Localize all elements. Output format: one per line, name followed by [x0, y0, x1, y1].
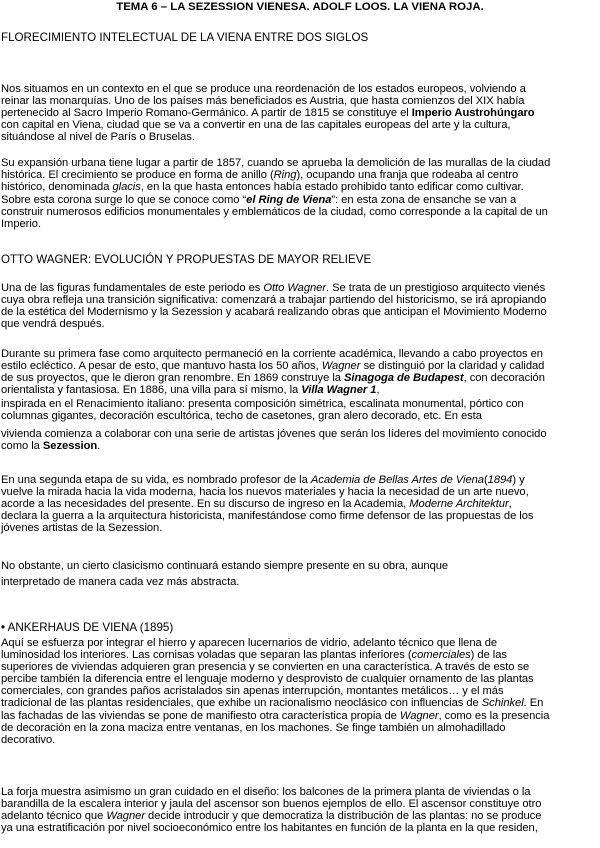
text-line: Durante su primera fase como arquitecto permaneció en la corriente académica, llevando a cabo proyectos en — [1, 348, 543, 360]
text-run: ”: en esta zona de ensanche se van a — [331, 194, 517, 206]
text-run: En una segunda etapa de su vida, es nombrado profesor de la — [1, 474, 311, 486]
text-line: columnas gigantes, decoración escultórica, techo de casetones, gran alero decorado, etc. En esta — [1, 410, 482, 422]
italic-term: Ring — [273, 169, 297, 181]
text-line: Imperio. — [1, 218, 42, 230]
italic-term: Wagner — [399, 710, 439, 722]
text-line: Aquí se esfuerza por integrar el hierro y aparecen lucernarios de vidrio, adelanto técnico que llena de — [1, 637, 498, 649]
text-run: , en la que hasta entonces había estado prohibido tanto edificar como cultivar. — [140, 181, 524, 193]
text-line — [1, 384, 379, 397]
text-line: situándose al nivel de París o Bruselas. — [1, 131, 195, 143]
text-run: ) de las — [470, 649, 507, 661]
text-line: que vendrá después. — [1, 318, 105, 330]
text-run: orientalista y fantasiosa. En 1886, una villa para sí mismo, la — [1, 384, 302, 396]
bold-term: Imperio Austrohúngaro — [411, 107, 535, 119]
text-run: Sobre esta corona surge lo que se conoce como “ — [1, 194, 247, 206]
text-line: vivienda comienza a colaborar con una serie de artistas jóvenes que serán los líderes del movimiento conocido — [1, 428, 547, 440]
italic-term: Wagner — [106, 810, 145, 822]
text-line — [1, 181, 524, 194]
text-run: de sus proyectos, que le dieron gran renombre. En 1869 construye la — [1, 372, 344, 384]
text-line — [1, 697, 543, 710]
text-line: Nos situamos en un contexto en el que se produce una reordenación de los estados europeos, volviendo a — [1, 83, 526, 95]
italic-term: Wagner — [321, 360, 361, 372]
text-run: tradicional de las plantas residenciales, que exhibe un racionalismo neoclásico con influencias de — [1, 697, 482, 709]
text-line: superiores de viviendas adquieren gran presencia y se convierten en una característica. A través de esto se — [1, 661, 530, 673]
text-line: de la estética del Modernismo y la Sezession y acabará realizando obras que anticipan el Movimiento Moderno — [1, 306, 547, 318]
text-run: adelanto técnico que — [1, 810, 107, 822]
italic-term: Academia de Bellas Artes de Viena — [310, 474, 484, 486]
text-run: como la — [1, 440, 43, 452]
text-line: construir numerosos edificios monumentales y emblemáticos de la ciudad, como corresponde a la capital de un — [1, 206, 548, 218]
italic-term: 1894 — [487, 474, 513, 486]
text-run: , como es la presencia — [438, 710, 550, 722]
text-line: Su expansión urbana tiene lugar a partir de 1857, cuando se aprueba la demolición de las murallas de la ciudad — [1, 157, 551, 169]
text-run: ), ocupando una franja que rodeaba al centro — [296, 169, 519, 181]
bold-italic-term: el Ring de Viena — [246, 194, 332, 206]
text-run: , — [508, 498, 512, 510]
bold-italic-term: Villa Wagner 1 — [301, 384, 377, 396]
italic-term: Moderne Architektur — [409, 498, 509, 510]
text-run: histórica. El crecimiento se produce en forma de anillo ( — [1, 169, 274, 181]
italic-term: glacis — [112, 181, 141, 193]
text-run: histórico, denominada — [1, 181, 113, 193]
text-line: ya una estratificación por nivel socioeconómico entre los habitantes en función de la planta en la que residen, — [1, 822, 538, 834]
text-line: reinar las monarquías. Uno de los países más beneficiados es Austria, que hasta comienzos del XIX había — [1, 95, 525, 107]
text-line: jóvenes artistas de la Sezession. — [1, 522, 163, 534]
text-run: . — [97, 440, 101, 452]
text-line: declara la guerra a la arquitectura historicista, manifestándose como firme defensor de las propuestas de los — [1, 510, 534, 522]
text-run: , con decoración — [463, 372, 545, 384]
text-run: se distinguió por la claridad y calidad — [360, 360, 545, 372]
text-line: de decoración en la zona maciza entre ventanas, en los machones. Se finge también un almohadillado — [1, 722, 506, 734]
text-line: comerciales, con grandes paños acristalados sin apenas interrupción, montantes metálicos… y el más — [1, 685, 504, 697]
text-run: luminosidad los interiores. Las cornisas voladas que separan las plantas inferiores ( — [1, 649, 412, 661]
text-line: No obstante, un cierto clasicismo continuará estando siempre presente en su obra, aunque — [1, 560, 449, 572]
text-line: barandilla de la escalera interior y jaula del ascensor son buenos ejemplos de ello. El ascensor constituye otro — [1, 798, 542, 810]
text-line: inspirada en el Renacimiento italiano: presenta composición simétrica, escalinata monumental, pórtico con — [1, 398, 524, 410]
text-line: cuya obra refleja una transición significativa: comenzará a trabajar partiendo del historicismo, se irá apropiando — [1, 294, 547, 306]
text-run: , — [376, 384, 380, 396]
text-run: pertenecido al Sacro Imperio Romano-Germánico. A partir de 1815 se constituye el — [1, 107, 412, 119]
section-heading-otto-wagner: OTTO WAGNER: EVOLUCIÓN Y PROPUESTAS DE MAYOR RELIEVE — [1, 253, 372, 266]
bold-italic-term: Sinagoga de Budapest — [344, 372, 464, 384]
text-line: percibe también la diferencia entre el lenguaje moderno y desprovisto de cualquier ornamento de las plantas — [1, 673, 534, 685]
text-run: estilo ecléctico. A pesar de esto, que mantuvo hasta los 50 años, — [1, 360, 322, 372]
text-run: decide introducir y que democratiza la distribución de las plantas: no se produce — [145, 810, 542, 822]
text-run: acorde a las necesidades del presente. En su discurso de ingreso en la Academia, — [1, 498, 410, 510]
text-line: interpretado de manera cada vez más abstracta. — [1, 576, 240, 588]
bold-term: Sezession — [42, 440, 98, 452]
text-run: . En — [523, 697, 544, 709]
text-line — [1, 440, 100, 453]
text-run: las fachadas de las viviendas se pone de manifiesto otra característica propia de — [1, 710, 400, 722]
italic-term: Otto Wagner — [263, 282, 327, 294]
section-heading-florecimiento: FLORECIMIENTO INTELECTUAL DE LA VIENA ENTRE DOS SIGLOS — [1, 31, 369, 44]
text-run: . Se trata de un prestigioso arquitecto vienés — [326, 282, 546, 294]
italic-term: comerciales — [411, 649, 471, 661]
text-run: ( — [483, 474, 488, 486]
text-line: decorativo. — [1, 734, 56, 746]
text-line: La forja muestra asimismo un gran cuidado en el diseño: los balcones de la primera planta de viviendas o la — [1, 786, 531, 798]
text-run: Una de las figuras fundamentales de este periodo es — [1, 282, 264, 294]
text-run: ) y — [512, 474, 525, 486]
text-line: con capital en Viena, ciudad que se va a convertir en una de las capitales europeas del arte y la cultura, — [1, 119, 511, 131]
italic-term: Schinkel — [481, 697, 524, 709]
section-heading-ankerhaus: • ANKERHAUS DE VIENA (1895) — [1, 621, 174, 634]
document-title: TEMA 6 – LA SEZESSION VIENESA. ADOLF LOOS. LA VIENA ROJA. — [116, 1, 484, 13]
text-line: vuelve la mirada hacia la vida moderna, hacia los nuevos materiales y hacia la necesidad de un arte nuevo, — [1, 486, 529, 498]
